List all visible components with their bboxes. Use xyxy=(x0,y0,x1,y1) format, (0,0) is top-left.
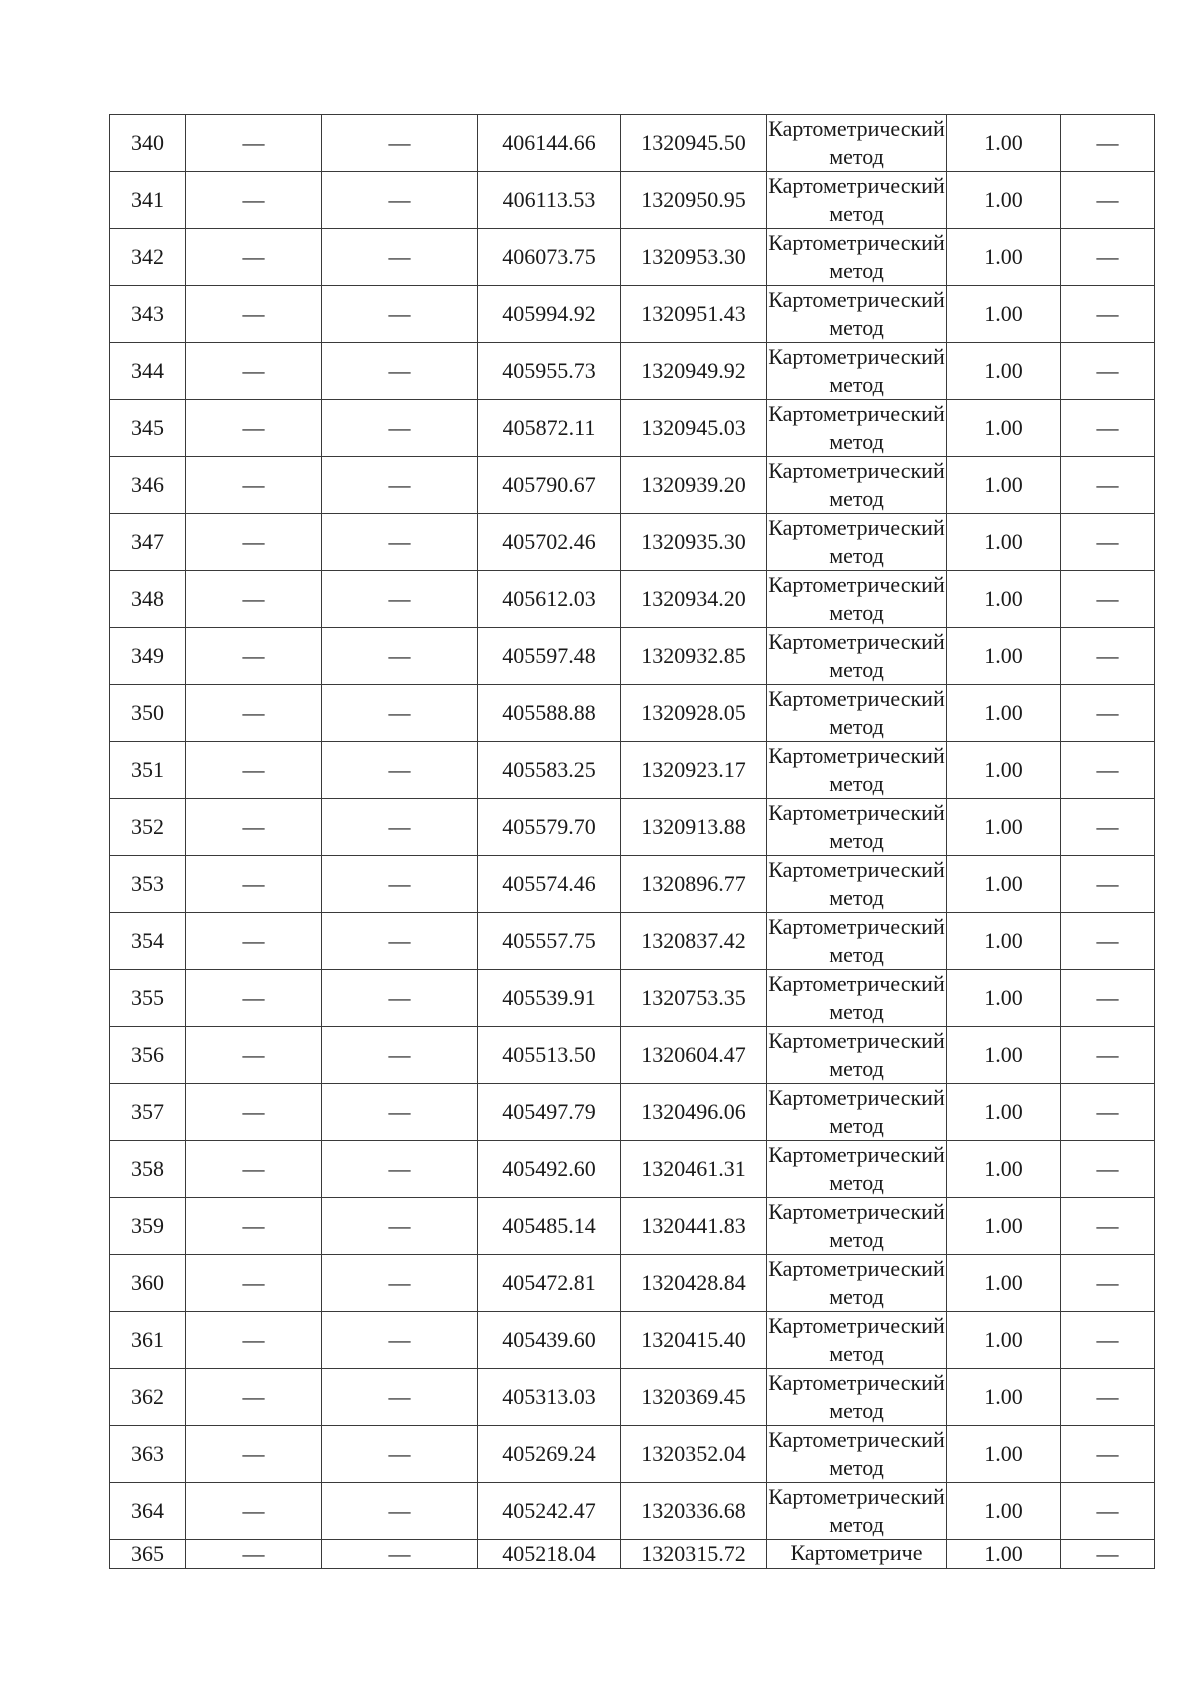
empty-dash-cell: — xyxy=(1061,1198,1155,1255)
x-coordinate-cell: 405579.70 xyxy=(478,799,621,856)
accuracy-cell: 1.00 xyxy=(947,1141,1061,1198)
y-coordinate-cell: 1320945.03 xyxy=(621,400,767,457)
empty-dash-cell: — xyxy=(322,343,478,400)
method-cell: Картометрический метод xyxy=(767,457,947,514)
empty-dash-cell: — xyxy=(322,799,478,856)
y-coordinate-cell: 1320415.40 xyxy=(621,1312,767,1369)
empty-dash-cell: — xyxy=(322,571,478,628)
x-coordinate-cell: 405588.88 xyxy=(478,685,621,742)
point-number-cell: 354 xyxy=(110,913,186,970)
empty-dash-cell: — xyxy=(322,1483,478,1540)
y-coordinate-cell: 1320461.31 xyxy=(621,1141,767,1198)
point-number-cell: 353 xyxy=(110,856,186,913)
y-coordinate-cell: 1320949.92 xyxy=(621,343,767,400)
coordinates-table xyxy=(109,114,1155,1569)
accuracy-cell: 1.00 xyxy=(947,1426,1061,1483)
x-coordinate-cell: 405790.67 xyxy=(478,457,621,514)
y-coordinate-cell: 1320753.35 xyxy=(621,970,767,1027)
empty-dash-cell: — xyxy=(186,1426,322,1483)
y-coordinate-cell: 1320315.72 xyxy=(621,1540,767,1569)
method-cell: Картометрический метод xyxy=(767,913,947,970)
empty-dash-cell: — xyxy=(186,1027,322,1084)
table-row xyxy=(110,1141,1155,1198)
empty-dash-cell: — xyxy=(1061,286,1155,343)
table-row xyxy=(110,1027,1155,1084)
empty-dash-cell: — xyxy=(186,1084,322,1141)
x-coordinate-cell: 405574.46 xyxy=(478,856,621,913)
y-coordinate-cell: 1320951.43 xyxy=(621,286,767,343)
table-row xyxy=(110,970,1155,1027)
empty-dash-cell: — xyxy=(1061,913,1155,970)
x-coordinate-cell: 406144.66 xyxy=(478,115,621,172)
empty-dash-cell: — xyxy=(322,1141,478,1198)
y-coordinate-cell: 1320428.84 xyxy=(621,1255,767,1312)
empty-dash-cell: — xyxy=(186,286,322,343)
x-coordinate-cell: 405513.50 xyxy=(478,1027,621,1084)
point-number-cell: 352 xyxy=(110,799,186,856)
empty-dash-cell: — xyxy=(186,1540,322,1569)
point-number-cell: 365 xyxy=(110,1540,186,1569)
method-cell: Картометрический метод xyxy=(767,1369,947,1426)
accuracy-cell: 1.00 xyxy=(947,1255,1061,1312)
empty-dash-cell: — xyxy=(186,685,322,742)
method-cell: Картометрический метод xyxy=(767,1198,947,1255)
empty-dash-cell: — xyxy=(1061,229,1155,286)
table-row xyxy=(110,799,1155,856)
table-row xyxy=(110,514,1155,571)
empty-dash-cell: — xyxy=(186,343,322,400)
table-row xyxy=(110,1483,1155,1540)
accuracy-cell: 1.00 xyxy=(947,115,1061,172)
accuracy-cell: 1.00 xyxy=(947,856,1061,913)
empty-dash-cell: — xyxy=(1061,1426,1155,1483)
empty-dash-cell: — xyxy=(1061,1369,1155,1426)
empty-dash-cell: — xyxy=(186,172,322,229)
empty-dash-cell: — xyxy=(1061,457,1155,514)
y-coordinate-cell: 1320369.45 xyxy=(621,1369,767,1426)
empty-dash-cell: — xyxy=(322,685,478,742)
point-number-cell: 341 xyxy=(110,172,186,229)
empty-dash-cell: — xyxy=(322,1369,478,1426)
y-coordinate-cell: 1320934.20 xyxy=(621,571,767,628)
table-row xyxy=(110,229,1155,286)
x-coordinate-cell: 405872.11 xyxy=(478,400,621,457)
y-coordinate-cell: 1320837.42 xyxy=(621,913,767,970)
empty-dash-cell: — xyxy=(322,172,478,229)
y-coordinate-cell: 1320950.95 xyxy=(621,172,767,229)
y-coordinate-cell: 1320913.88 xyxy=(621,799,767,856)
table-row xyxy=(110,1312,1155,1369)
point-number-cell: 360 xyxy=(110,1255,186,1312)
accuracy-cell: 1.00 xyxy=(947,400,1061,457)
accuracy-cell: 1.00 xyxy=(947,457,1061,514)
empty-dash-cell: — xyxy=(322,742,478,799)
method-cell: Картометрический метод xyxy=(767,286,947,343)
x-coordinate-cell: 405497.79 xyxy=(478,1084,621,1141)
x-coordinate-cell: 406073.75 xyxy=(478,229,621,286)
point-number-cell: 351 xyxy=(110,742,186,799)
empty-dash-cell: — xyxy=(186,115,322,172)
empty-dash-cell: — xyxy=(322,1027,478,1084)
accuracy-cell: 1.00 xyxy=(947,1369,1061,1426)
method-cell: Картометрический метод xyxy=(767,685,947,742)
empty-dash-cell: — xyxy=(186,457,322,514)
empty-dash-cell: — xyxy=(322,229,478,286)
accuracy-cell: 1.00 xyxy=(947,1483,1061,1540)
method-cell: Картометрический метод xyxy=(767,1312,947,1369)
empty-dash-cell: — xyxy=(186,799,322,856)
accuracy-cell: 1.00 xyxy=(947,799,1061,856)
x-coordinate-cell: 405269.24 xyxy=(478,1426,621,1483)
table-row xyxy=(110,343,1155,400)
x-coordinate-cell: 405472.81 xyxy=(478,1255,621,1312)
y-coordinate-cell: 1320932.85 xyxy=(621,628,767,685)
table-row xyxy=(110,685,1155,742)
method-cell: Картометрический метод xyxy=(767,628,947,685)
empty-dash-cell: — xyxy=(1061,1312,1155,1369)
table-body xyxy=(110,115,1155,1569)
empty-dash-cell: — xyxy=(1061,115,1155,172)
accuracy-cell: 1.00 xyxy=(947,229,1061,286)
empty-dash-cell: — xyxy=(322,913,478,970)
accuracy-cell: 1.00 xyxy=(947,514,1061,571)
y-coordinate-cell: 1320939.20 xyxy=(621,457,767,514)
empty-dash-cell: — xyxy=(186,229,322,286)
accuracy-cell: 1.00 xyxy=(947,286,1061,343)
table-row xyxy=(110,571,1155,628)
point-number-cell: 347 xyxy=(110,514,186,571)
point-number-cell: 344 xyxy=(110,343,186,400)
method-cell: Картометрический метод xyxy=(767,514,947,571)
empty-dash-cell: — xyxy=(186,970,322,1027)
accuracy-cell: 1.00 xyxy=(947,913,1061,970)
method-cell: Картометрический метод xyxy=(767,1027,947,1084)
empty-dash-cell: — xyxy=(322,970,478,1027)
x-coordinate-cell: 405439.60 xyxy=(478,1312,621,1369)
point-number-cell: 340 xyxy=(110,115,186,172)
y-coordinate-cell: 1320953.30 xyxy=(621,229,767,286)
method-cell: Картометрический метод xyxy=(767,343,947,400)
accuracy-cell: 1.00 xyxy=(947,1312,1061,1369)
empty-dash-cell: — xyxy=(1061,1141,1155,1198)
accuracy-cell: 1.00 xyxy=(947,742,1061,799)
y-coordinate-cell: 1320604.47 xyxy=(621,1027,767,1084)
table-row xyxy=(110,1084,1155,1141)
y-coordinate-cell: 1320336.68 xyxy=(621,1483,767,1540)
x-coordinate-cell: 405994.92 xyxy=(478,286,621,343)
empty-dash-cell: — xyxy=(186,400,322,457)
x-coordinate-cell: 405597.48 xyxy=(478,628,621,685)
empty-dash-cell: — xyxy=(186,1198,322,1255)
table-row xyxy=(110,1426,1155,1483)
table-row xyxy=(110,1369,1155,1426)
empty-dash-cell: — xyxy=(186,1483,322,1540)
point-number-cell: 358 xyxy=(110,1141,186,1198)
x-coordinate-cell: 405485.14 xyxy=(478,1198,621,1255)
method-cell: Картометрический метод xyxy=(767,1255,947,1312)
method-cell: Картометрический метод xyxy=(767,229,947,286)
empty-dash-cell: — xyxy=(1061,514,1155,571)
empty-dash-cell: — xyxy=(1061,1084,1155,1141)
empty-dash-cell: — xyxy=(322,1084,478,1141)
method-cell: Картометрический метод xyxy=(767,856,947,913)
x-coordinate-cell: 405583.25 xyxy=(478,742,621,799)
empty-dash-cell: — xyxy=(186,1312,322,1369)
accuracy-cell: 1.00 xyxy=(947,571,1061,628)
accuracy-cell: 1.00 xyxy=(947,172,1061,229)
y-coordinate-cell: 1320945.50 xyxy=(621,115,767,172)
y-coordinate-cell: 1320923.17 xyxy=(621,742,767,799)
empty-dash-cell: — xyxy=(322,1255,478,1312)
method-cell: Картометрический метод xyxy=(767,115,947,172)
x-coordinate-cell: 405955.73 xyxy=(478,343,621,400)
accuracy-cell: 1.00 xyxy=(947,1084,1061,1141)
table-row xyxy=(110,115,1155,172)
x-coordinate-cell: 405218.04 xyxy=(478,1540,621,1569)
empty-dash-cell: — xyxy=(1061,343,1155,400)
y-coordinate-cell: 1320928.05 xyxy=(621,685,767,742)
point-number-cell: 346 xyxy=(110,457,186,514)
point-number-cell: 350 xyxy=(110,685,186,742)
method-cell: Картометрический метод xyxy=(767,1141,947,1198)
empty-dash-cell: — xyxy=(1061,685,1155,742)
empty-dash-cell: — xyxy=(186,742,322,799)
y-coordinate-cell: 1320441.83 xyxy=(621,1198,767,1255)
accuracy-cell: 1.00 xyxy=(947,1027,1061,1084)
empty-dash-cell: — xyxy=(322,1426,478,1483)
empty-dash-cell: — xyxy=(1061,1027,1155,1084)
method-cell: Картометрический метод xyxy=(767,400,947,457)
empty-dash-cell: — xyxy=(186,856,322,913)
empty-dash-cell: — xyxy=(322,115,478,172)
empty-dash-cell: — xyxy=(1061,172,1155,229)
accuracy-cell: 1.00 xyxy=(947,343,1061,400)
empty-dash-cell: — xyxy=(322,1312,478,1369)
x-coordinate-cell: 405557.75 xyxy=(478,913,621,970)
accuracy-cell: 1.00 xyxy=(947,1198,1061,1255)
y-coordinate-cell: 1320896.77 xyxy=(621,856,767,913)
empty-dash-cell: — xyxy=(1061,856,1155,913)
table-row xyxy=(110,400,1155,457)
accuracy-cell: 1.00 xyxy=(947,970,1061,1027)
empty-dash-cell: — xyxy=(1061,628,1155,685)
method-cell: Картометрический метод xyxy=(767,970,947,1027)
y-coordinate-cell: 1320935.30 xyxy=(621,514,767,571)
table-row xyxy=(110,856,1155,913)
empty-dash-cell: — xyxy=(1061,571,1155,628)
y-coordinate-cell: 1320496.06 xyxy=(621,1084,767,1141)
empty-dash-cell: — xyxy=(322,1198,478,1255)
empty-dash-cell: — xyxy=(322,457,478,514)
point-number-cell: 342 xyxy=(110,229,186,286)
x-coordinate-cell: 405242.47 xyxy=(478,1483,621,1540)
method-cell: Картометриче xyxy=(767,1540,947,1569)
point-number-cell: 348 xyxy=(110,571,186,628)
empty-dash-cell: — xyxy=(322,400,478,457)
method-cell: Картометрический метод xyxy=(767,799,947,856)
point-number-cell: 359 xyxy=(110,1198,186,1255)
empty-dash-cell: — xyxy=(322,286,478,343)
empty-dash-cell: — xyxy=(1061,1540,1155,1569)
table-row xyxy=(110,1255,1155,1312)
empty-dash-cell: — xyxy=(1061,1255,1155,1312)
accuracy-cell: 1.00 xyxy=(947,685,1061,742)
empty-dash-cell: — xyxy=(322,1540,478,1569)
empty-dash-cell: — xyxy=(186,571,322,628)
point-number-cell: 362 xyxy=(110,1369,186,1426)
point-number-cell: 349 xyxy=(110,628,186,685)
empty-dash-cell: — xyxy=(1061,970,1155,1027)
point-number-cell: 343 xyxy=(110,286,186,343)
table-row xyxy=(110,913,1155,970)
empty-dash-cell: — xyxy=(186,628,322,685)
table-row xyxy=(110,172,1155,229)
empty-dash-cell: — xyxy=(186,1141,322,1198)
table-row xyxy=(110,286,1155,343)
x-coordinate-cell: 406113.53 xyxy=(478,172,621,229)
empty-dash-cell: — xyxy=(1061,742,1155,799)
method-cell: Картометрический метод xyxy=(767,742,947,799)
point-number-cell: 357 xyxy=(110,1084,186,1141)
x-coordinate-cell: 405612.03 xyxy=(478,571,621,628)
x-coordinate-cell: 405702.46 xyxy=(478,514,621,571)
x-coordinate-cell: 405539.91 xyxy=(478,970,621,1027)
method-cell: Картометрический метод xyxy=(767,1426,947,1483)
point-number-cell: 363 xyxy=(110,1426,186,1483)
y-coordinate-cell: 1320352.04 xyxy=(621,1426,767,1483)
empty-dash-cell: — xyxy=(1061,400,1155,457)
method-cell: Картометрический метод xyxy=(767,1483,947,1540)
empty-dash-cell: — xyxy=(322,514,478,571)
empty-dash-cell: — xyxy=(186,913,322,970)
empty-dash-cell: — xyxy=(322,856,478,913)
empty-dash-cell: — xyxy=(186,1255,322,1312)
empty-dash-cell: — xyxy=(186,1369,322,1426)
empty-dash-cell: — xyxy=(322,628,478,685)
point-number-cell: 356 xyxy=(110,1027,186,1084)
point-number-cell: 361 xyxy=(110,1312,186,1369)
accuracy-cell: 1.00 xyxy=(947,628,1061,685)
point-number-cell: 364 xyxy=(110,1483,186,1540)
table-row xyxy=(110,628,1155,685)
point-number-cell: 355 xyxy=(110,970,186,1027)
empty-dash-cell: — xyxy=(1061,1483,1155,1540)
method-cell: Картометрический метод xyxy=(767,1084,947,1141)
empty-dash-cell: — xyxy=(1061,799,1155,856)
table-row xyxy=(110,1198,1155,1255)
table-row xyxy=(110,1540,1155,1569)
empty-dash-cell: — xyxy=(186,514,322,571)
point-number-cell: 345 xyxy=(110,400,186,457)
method-cell: Картометрический метод xyxy=(767,172,947,229)
accuracy-cell: 1.00 xyxy=(947,1540,1061,1569)
x-coordinate-cell: 405313.03 xyxy=(478,1369,621,1426)
table-row xyxy=(110,457,1155,514)
table-row xyxy=(110,742,1155,799)
x-coordinate-cell: 405492.60 xyxy=(478,1141,621,1198)
method-cell: Картометрический метод xyxy=(767,571,947,628)
